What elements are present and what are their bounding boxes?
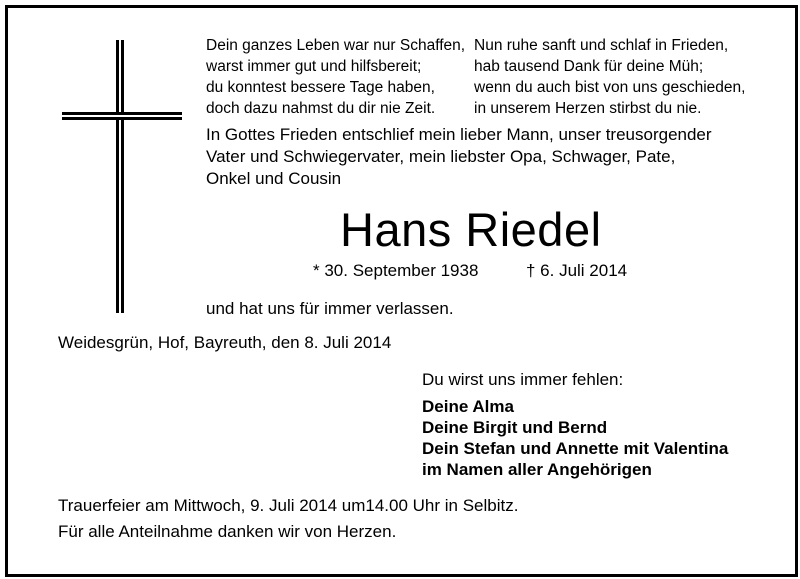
poem-line: warst immer gut und hilfsbereit; bbox=[206, 58, 422, 75]
place-date: Weidesgrün, Hof, Bayreuth, den 8. Juli 2014 bbox=[58, 333, 392, 352]
poem-line: in unserem Herzen stirbst du nie. bbox=[474, 100, 702, 117]
cross-vertical-bar bbox=[116, 40, 124, 313]
death-date: † 6. Juli 2014 bbox=[526, 261, 628, 280]
family-signatures bbox=[422, 396, 728, 480]
poem-right-column bbox=[474, 35, 745, 119]
funeral-info: Trauerfeier am Mittwoch, 9. Juli 2014 um14.00 Uhr in Selbitz. bbox=[58, 496, 519, 515]
poem-line: Dein ganzes Leben war nur Schaffen, bbox=[206, 37, 466, 54]
poem-left-column bbox=[206, 35, 465, 119]
birth-date: * 30. September 1938 bbox=[313, 261, 479, 280]
thanks-text: Für alle Anteilnahme danken wir von Herzen. bbox=[58, 522, 397, 541]
family-line: im Namen aller Angehörigen bbox=[422, 460, 652, 479]
intro-line: In Gottes Frieden entschlief mein lieber Mann, unser treusorgender bbox=[206, 125, 712, 144]
poem-line: wenn du auch bist von uns geschieden, bbox=[474, 79, 746, 96]
family-line: Deine Alma bbox=[422, 397, 514, 416]
intro-line: Vater und Schwiegervater, mein liebster Opa, Schwager, Pate, bbox=[206, 147, 676, 166]
family-line: Dein Stefan und Annette mit Valentina bbox=[422, 439, 729, 458]
poem-line: hab tausend Dank für deine Müh; bbox=[474, 58, 704, 75]
cross-horizontal-bar bbox=[62, 112, 182, 120]
poem-line: doch dazu nahmst du dir nie Zeit. bbox=[206, 100, 436, 117]
poem-line: du konntest bessere Tage haben, bbox=[206, 79, 435, 96]
poem-line: Nun ruhe sanft und schlaf in Frieden, bbox=[474, 37, 729, 54]
intro-text bbox=[206, 124, 712, 190]
family-line: Deine Birgit und Bernd bbox=[422, 418, 608, 437]
intro-line: Onkel und Cousin bbox=[206, 169, 342, 188]
deceased-name: Hans Riedel bbox=[340, 203, 602, 256]
miss-you-text: Du wirst uns immer fehlen: bbox=[422, 370, 624, 389]
left-us-text: und hat uns für immer verlassen. bbox=[206, 299, 454, 318]
